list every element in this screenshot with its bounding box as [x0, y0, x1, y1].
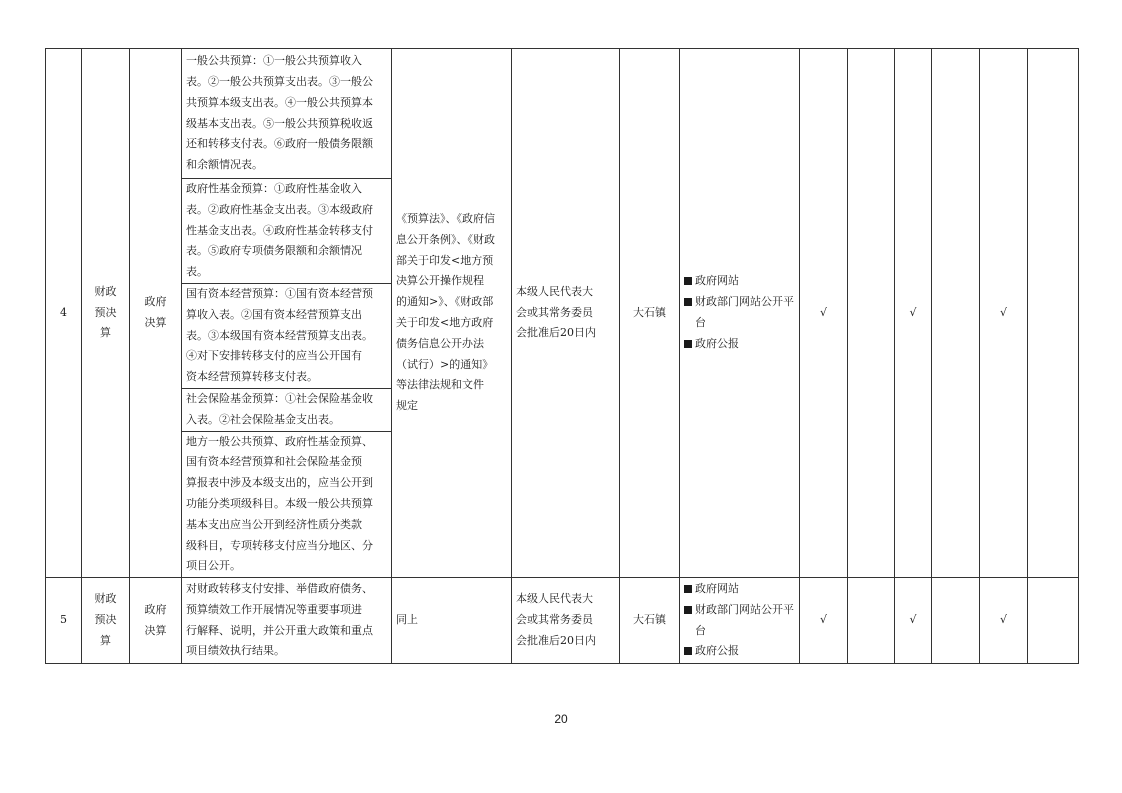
time-line: 本级人民代表大 — [516, 284, 593, 298]
check-cell — [1028, 578, 1079, 664]
subcategory-line: 决算 — [144, 623, 167, 637]
detail-line: 项目公开。 — [186, 559, 241, 573]
detail-line: 行解释、说明，并公开重大政策和重点 — [186, 623, 373, 637]
time-line: 会批准后20日内 — [516, 326, 596, 340]
page-number: 20 — [554, 712, 568, 726]
channel-item — [684, 579, 795, 600]
check-cell — [848, 578, 895, 664]
subcategory-cell — [130, 49, 182, 578]
black-square-icon — [684, 277, 692, 285]
basis-line: 部关于印发<地方预 — [396, 253, 494, 267]
category-line: 财政 — [94, 592, 117, 606]
time-line: 会或其常务委员 — [516, 613, 593, 627]
check-mark: √ — [800, 49, 848, 578]
detail-line: 入表。②社会保险基金支出表。 — [186, 412, 340, 426]
channel-label: 财政部门网站公开平台 — [695, 295, 794, 330]
detail-line: 性基金支出表。④政府性基金转移支付 — [186, 223, 373, 237]
category-line: 算 — [100, 326, 111, 340]
check-cell — [932, 49, 980, 578]
check-mark: √ — [895, 49, 932, 578]
subcategory-line: 政府 — [144, 295, 167, 309]
category-cell — [82, 49, 130, 578]
detail-line: 资本经营预算转移支付表。 — [186, 370, 318, 384]
detail-line: 对财政转移支付安排、举借政府债务、 — [186, 582, 373, 596]
check-cell — [848, 49, 895, 578]
check-mark: √ — [980, 578, 1028, 664]
channel-label: 政府网站 — [695, 274, 739, 288]
category-line: 算 — [100, 634, 111, 648]
row-number: 5 — [46, 578, 82, 664]
time-limit-cell — [512, 49, 620, 578]
time-line: 会或其常务委员 — [516, 305, 593, 319]
basis-line: 息公开条例》、《财政 — [396, 232, 495, 246]
channel-label: 财政部门网站公开平台 — [695, 602, 794, 637]
basis-line: 的通知>》、《财政部 — [396, 295, 494, 309]
disclosure-table — [45, 48, 1079, 664]
detail-line: 表。⑤政府专项债务限额和余额情况 — [186, 244, 362, 258]
channels-cell — [680, 578, 800, 664]
table-row — [46, 578, 1079, 664]
detail-line: 社会保险基金预算：①社会保险基金收 — [186, 391, 373, 405]
channels-cell — [680, 49, 800, 578]
row-number: 4 — [46, 49, 82, 578]
check-mark: √ — [800, 578, 848, 664]
detail-cell-general-budget — [182, 49, 392, 179]
legal-basis-cell — [392, 578, 512, 664]
category-cell — [82, 578, 130, 664]
detail-line: 算收入表。②国有资本经营预算支出 — [186, 307, 362, 321]
detail-line: 级基本支出表。⑤一般公共预算税收返 — [186, 116, 373, 130]
subcategory-cell — [130, 578, 182, 664]
detail-line: 还和转移支付表。⑥政府一般债务限额 — [186, 137, 373, 151]
detail-line: 预算绩效工作开展情况等重要事项进 — [186, 602, 362, 616]
detail-line: 政府性基金预算：①政府性基金收入 — [186, 182, 362, 195]
detail-line: 表。③本级国有资本经营预算支出表。 — [186, 328, 373, 342]
black-square-icon — [684, 298, 692, 306]
detail-line: 功能分类项级科目。本级一般公共预算 — [186, 496, 373, 510]
detail-line: 一般公共预算：①一般公共预算收入 — [186, 54, 362, 68]
subcategory-line: 决算 — [144, 316, 167, 330]
check-mark: √ — [895, 578, 932, 664]
time-line: 会批准后20日内 — [516, 634, 596, 648]
detail-cell-explanation — [182, 578, 392, 664]
detail-cell-fund-budget — [182, 179, 392, 284]
basis-line: 债务信息公开办法 — [396, 336, 484, 350]
black-square-icon — [684, 585, 692, 593]
category-line: 预决 — [94, 305, 117, 319]
channel-item — [684, 271, 795, 292]
channel-label: 政府公报 — [695, 644, 739, 658]
basis-line: （试行）>的通知》 — [396, 357, 494, 371]
basis-line: 决算公开操作规程 — [396, 274, 484, 288]
detail-line: 级科目，专项转移支付应当分地区、分 — [186, 538, 373, 552]
detail-cell-disclosure-level — [182, 431, 392, 578]
check-mark: √ — [980, 49, 1028, 578]
channel-item — [684, 334, 795, 355]
category-line: 财政 — [94, 284, 117, 298]
basis-line: 同上 — [396, 613, 418, 627]
basis-line: 关于印发<地方政府 — [396, 316, 494, 330]
check-cell — [1028, 49, 1079, 578]
legal-basis-cell — [392, 49, 512, 578]
detail-line: 算报表中涉及本级支出的，应当公开到 — [186, 476, 373, 490]
detail-line: 表。②一般公共预算支出表。③一般公 — [186, 74, 373, 88]
subject-cell: 大石镇 — [620, 49, 680, 578]
channel-label: 政府网站 — [695, 582, 739, 596]
detail-cell-state-capital-budget — [182, 283, 392, 388]
time-limit-cell — [512, 578, 620, 664]
detail-line: 地方一般公共预算、政府性基金预算、 — [186, 434, 373, 448]
detail-line: 和余额情况表。 — [186, 158, 263, 172]
black-square-icon — [684, 340, 692, 348]
subcategory-line: 政府 — [144, 602, 167, 616]
table-row — [46, 49, 1079, 179]
channel-label: 政府公报 — [695, 336, 739, 350]
detail-line: 表。 — [186, 265, 208, 279]
subject-cell: 大石镇 — [620, 578, 680, 664]
detail-line: 基本支出应当公开到经济性质分类款 — [186, 517, 362, 531]
basis-line: 等法律法规和文件 — [396, 378, 484, 392]
black-square-icon — [684, 606, 692, 614]
basis-line: 规定 — [396, 399, 418, 413]
channel-item — [684, 292, 795, 334]
detail-line: 表。②政府性基金支出表。③本级政府 — [186, 202, 373, 216]
category-line: 预决 — [94, 613, 117, 627]
channel-item — [684, 600, 795, 642]
check-cell — [932, 578, 980, 664]
basis-line: 《预算法》、《政府信 — [396, 212, 495, 226]
detail-line: 共预算本级支出表。④一般公共预算本 — [186, 95, 373, 109]
detail-line: ④对下安排转移支付的应当公开国有 — [186, 349, 362, 363]
black-square-icon — [684, 647, 692, 655]
channel-item — [684, 641, 795, 662]
detail-line: 国有资本经营预算和社会保险基金预 — [186, 455, 362, 469]
detail-line: 国有资本经营预算：①国有资本经营预 — [186, 286, 373, 300]
detail-cell-social-insurance-budget — [182, 388, 392, 431]
time-line: 本级人民代表大 — [516, 592, 593, 606]
detail-line: 项目绩效执行结果。 — [186, 644, 285, 658]
